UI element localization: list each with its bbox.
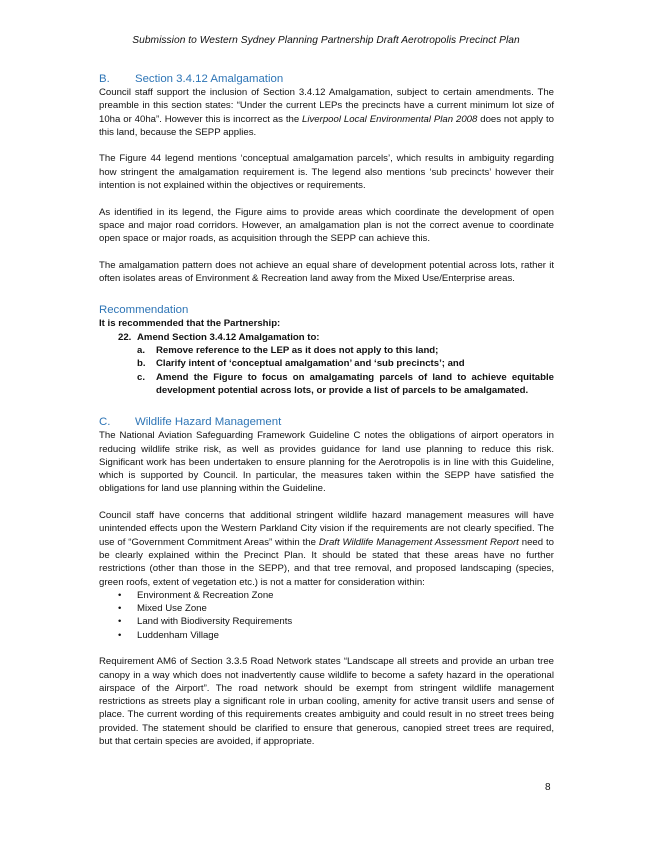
bullet-text: Mixed Use Zone [137, 603, 207, 615]
bullet-text: Luddenham Village [137, 629, 219, 641]
section-c-paragraph-1: The National Aviation Safeguarding Framework Guideline C notes the obligations of airport operators in reducing wildlife strike risk, as well as provides guidance for land use planning to reduce this risk. Significant work has been undertaken to ensure planning for the Aerotropolis is in line with this Guideline, which is supported by Council. In particular, the measures taken within the SEPP have satisfied the obligations for land use planning within the Guideline. [99, 430, 554, 495]
bullet-item [118, 615, 554, 628]
section-c-letter: C. [99, 416, 111, 429]
sub-item-text: Clarify intent of ‘conceptual amalgamation’ and ‘sub precincts’; and [156, 358, 465, 370]
recommendation-item-number: 22. [118, 331, 132, 343]
section-b-paragraph-2: The Figure 44 legend mentions ‘conceptual amalgamation parcels’, which results in ambiguity regarding how stringent the amalgamation requirement is. The legend also mentions ‘sub precincts’ however their intention is not explained within the objectives or requirements. [99, 153, 554, 192]
sub-item-label: b. [137, 358, 146, 370]
section-b-paragraph-1 [99, 86, 554, 139]
page-number: 8 [545, 782, 551, 793]
section-b-paragraph-3: As identified in its legend, the Figure aims to provide areas which coordinate the development of open space and major road corridors. However, an amalgamation plan is not the correct avenue to coordinate open space or major roads, as acquisition through the SEPP can achieve this. [99, 206, 554, 245]
section-b-heading [99, 72, 554, 86]
recommendation-item-text: Amend Section 3.4.12 Amalgamation to: [137, 331, 320, 343]
section-c-p2-italic: Draft Wildlife Management Assessment Report [318, 536, 519, 548]
bullet-dot: • [118, 616, 122, 628]
bullet-item [118, 602, 554, 615]
section-c-paragraph-2 [99, 509, 554, 589]
bullet-dot: • [118, 603, 122, 615]
section-b-p1-text-b: does not apply to this land, because the SEPP applies. [99, 113, 554, 138]
section-c-paragraph-3: Requirement AM6 of Section 3.3.5 Road Network states “Landscape all streets and provide an urban tree canopy in a way which does not inadvertently cause wildlife to become a safety hazard in the operational airspace of the Airport”. The road network should be exempt from stringent wildlife management restrictions as streets play a significant role in urban cooling, amenity for active transit users and sense of place. The current wording of this requirements creates ambiguity and could result in no street trees being provided. The statement should be clarified to ensure that generous, canopied street trees are required, but that certain species are avoided, if appropriate. [99, 656, 554, 748]
recommendation-sub-item [137, 357, 554, 370]
section-c-heading [99, 415, 554, 429]
section-b-p1-italic: Liverpool Local Environmental Plan 2008 [302, 113, 478, 125]
section-b-title: Section 3.4.12 Amalgamation [135, 73, 284, 85]
recommendation-item [118, 331, 554, 344]
bullet-dot: • [118, 589, 122, 601]
bullet-text: Environment & Recreation Zone [137, 589, 274, 601]
recommendation-sub-item [137, 371, 554, 398]
section-b-paragraph-4: The amalgamation pattern does not achieve an equal share of development potential across lots, rather it often isolates areas of Environment & Recreation land away from the Mixed Use/Enterprise areas. [99, 259, 554, 285]
bullet-item [118, 589, 554, 602]
recommendation-intro: It is recommended that the Partnership: [99, 318, 281, 330]
bullet-text: Land with Biodiversity Requirements [137, 616, 293, 628]
recommendation-sub-item [137, 344, 554, 357]
section-c-p2-text-a: Council staff have concerns that additional stringent wildlife hazard management measures will have unintended effects upon the Western Parkland City vision if the requirements are not clearly specified. The use of “Government Commitment Areas” within the [99, 510, 554, 548]
section-b-p1-text-a: Council staff support the inclusion of Section 3.4.12 Amalgamation, subject to certain amendments. The preamble in this section states: “Under the current LEPs the precincts have a current minimum lot size of 10ha or 40ha”. However this is incorrect as the [99, 87, 554, 125]
section-b-letter: B. [99, 73, 110, 85]
bullet-item [118, 629, 554, 642]
section-c-p2-text-b: need to be clearly explained within the Precinct Plan. It should be stated that these areas have no further restrictions (other than those in the SEPP), and that tree removal, and proposed landscaping (species, green roofs, extent of vegetation etc.) is not a matter for consideration within: [99, 536, 554, 588]
document-body [99, 72, 554, 748]
sub-item-label: c. [137, 371, 146, 383]
bullet-dot: • [118, 629, 122, 641]
recommendation-heading: Recommendation [99, 304, 189, 317]
sub-item-text: Amend the Figure to focus on amalgamating parcels of land to achieve equitable development potential across lots, or provide a list of parcels to be amalgamated. [156, 371, 554, 396]
page-header: Submission to Western Sydney Planning Partnership Draft Aerotropolis Precinct Plan [132, 35, 520, 46]
sub-item-label: a. [137, 345, 146, 357]
sub-item-text: Remove reference to the LEP as it does not apply to this land; [156, 345, 439, 357]
section-c-title: Wildlife Hazard Management [135, 416, 282, 429]
